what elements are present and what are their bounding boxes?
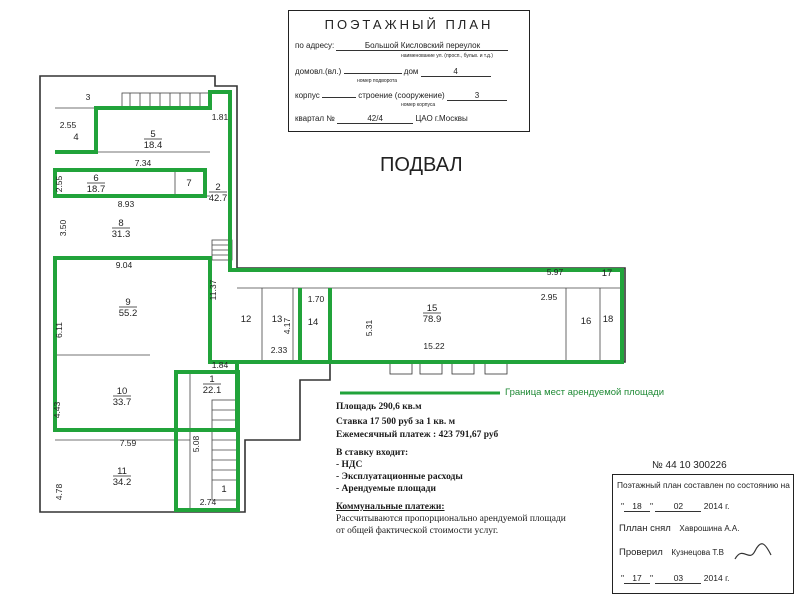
room-number: 6 <box>93 173 99 184</box>
room-number: 1 <box>221 484 227 495</box>
room-number: 16 <box>580 316 592 327</box>
room-area: 34.2 <box>112 477 132 488</box>
dimension-label: 4.17 <box>282 317 292 335</box>
room-area: 33.7 <box>112 397 132 408</box>
dimension-label: 2.55 <box>59 120 77 130</box>
legend-text: Граница мест арендуемой площади <box>505 387 665 398</box>
dom-value: 4 <box>421 67 491 77</box>
house-hint: номер подворота <box>357 78 398 84</box>
dimension-label: 2.95 <box>540 292 558 302</box>
rental-boundary-top <box>55 92 230 152</box>
room-number: 4 <box>73 132 79 143</box>
room-number: 8 <box>118 218 124 229</box>
room-area: 18.4 <box>143 140 163 151</box>
room-number: 12 <box>240 314 252 325</box>
dimension-label: 2.74 <box>199 497 217 507</box>
utilities-title: Коммунальные платежи: <box>336 502 445 512</box>
room-number: 9 <box>125 297 131 308</box>
signature <box>733 541 773 565</box>
address-hint: наименование ул. (просп., бульв. и т.д.) <box>401 53 493 59</box>
dimension-label: 5.31 <box>364 319 374 337</box>
area-text: Площадь 290,6 кв.м <box>336 402 422 412</box>
dimension-label: 1.81 <box>211 112 229 122</box>
includes-item: - НДС <box>336 460 363 470</box>
dimension-label: 5.97 <box>546 267 564 277</box>
rate-text: Ставка 17 500 руб за 1 кв. м <box>336 417 456 427</box>
dimension-label: 11.37 <box>208 279 218 301</box>
block-label: квартал № <box>295 114 335 123</box>
building-hint: номер корпуса <box>401 102 436 108</box>
dimension-label: 7.34 <box>134 158 152 168</box>
room-number: 13 <box>271 314 283 325</box>
payment-text: Ежемесячный платеж : 423 791,67 руб <box>336 430 499 440</box>
dimension-label: 1.70 <box>307 294 325 304</box>
dimension-label: 1.84 <box>211 360 229 370</box>
district: ЦАО г.Москвы <box>415 114 468 123</box>
address-label: по адресу: <box>295 41 335 50</box>
room-number: 17 <box>601 268 613 279</box>
rental-boundary-room6 <box>55 170 205 196</box>
checked-by: Проверил Кузнецова Т.В <box>619 547 724 558</box>
room-number: 5 <box>150 129 156 140</box>
korpus-label: корпус <box>295 91 320 100</box>
dimension-label: 3.50 <box>58 219 68 237</box>
room-area: 22.1 <box>202 385 222 396</box>
includes-title: В ставку входит: <box>336 448 409 458</box>
room-number: 11 <box>117 466 127 477</box>
includes-item: - Эксплуатационные расходы <box>336 472 463 482</box>
room-number: 2 <box>215 182 221 193</box>
title: ПОЭТАЖНЫЙ ПЛАН <box>324 17 494 32</box>
dimension-label: 5.08 <box>191 435 201 453</box>
dimension-label: 9.04 <box>115 260 133 270</box>
room-number: 7 <box>186 178 192 189</box>
plan-number: № 44 10 300226 <box>652 460 727 471</box>
stamp-date-1: " 18 " 02 2014 г. <box>621 501 730 511</box>
info-block <box>336 402 596 536</box>
house-label: домовл.(вл.) <box>295 67 342 76</box>
block-value: 42/4 <box>337 114 413 124</box>
room-area: 18.7 <box>86 184 106 195</box>
title-block <box>288 10 530 132</box>
dimension-label: 15.22 <box>423 341 445 351</box>
stamp-caption: Поэтажный план составлен по состоянию на <box>617 480 790 490</box>
includes-item: - Арендуемые площади <box>336 484 436 494</box>
drawn-by: Пллан снял Хаврошина А.А. <box>619 523 740 534</box>
room-area: 78.9 <box>422 314 442 325</box>
stamp-box <box>612 474 794 594</box>
dimension-label: 4.43 <box>52 401 62 419</box>
room-area: 55.2 <box>118 308 138 319</box>
room-number: 14 <box>307 317 319 328</box>
room-number: 10 <box>116 386 128 397</box>
room-area: 31.3 <box>111 229 131 240</box>
dimension-label: 4.78 <box>54 483 64 501</box>
utilities-line1: Рассчитываются пропорционально арендуемой площади <box>336 514 566 524</box>
dom-label: дом <box>403 67 419 76</box>
room-area: 42.7 <box>208 193 228 204</box>
room-number: 15 <box>426 303 438 314</box>
room-number: 1 <box>209 374 215 385</box>
utilities-line2: от общей фактической стоимости услуг. <box>336 526 499 536</box>
dimension-label: 8.93 <box>117 199 135 209</box>
dimension-label: 2.33 <box>270 345 288 355</box>
room-number: 18 <box>602 314 614 325</box>
building-label: строение (сооружение) <box>358 91 445 100</box>
floor-title: ПОДВАЛ <box>380 154 463 176</box>
dimension-label: 6.11 <box>54 322 64 338</box>
address-value: Большой Кисловский переулок <box>336 41 508 51</box>
dimension-label: 2.55 <box>54 175 64 193</box>
dimension-label: 3 <box>85 92 91 102</box>
building-value: 3 <box>447 91 507 101</box>
dimension-label: 7.59 <box>119 438 137 448</box>
stamp-date-2: " 17 " 03 2014 г. <box>621 573 730 583</box>
